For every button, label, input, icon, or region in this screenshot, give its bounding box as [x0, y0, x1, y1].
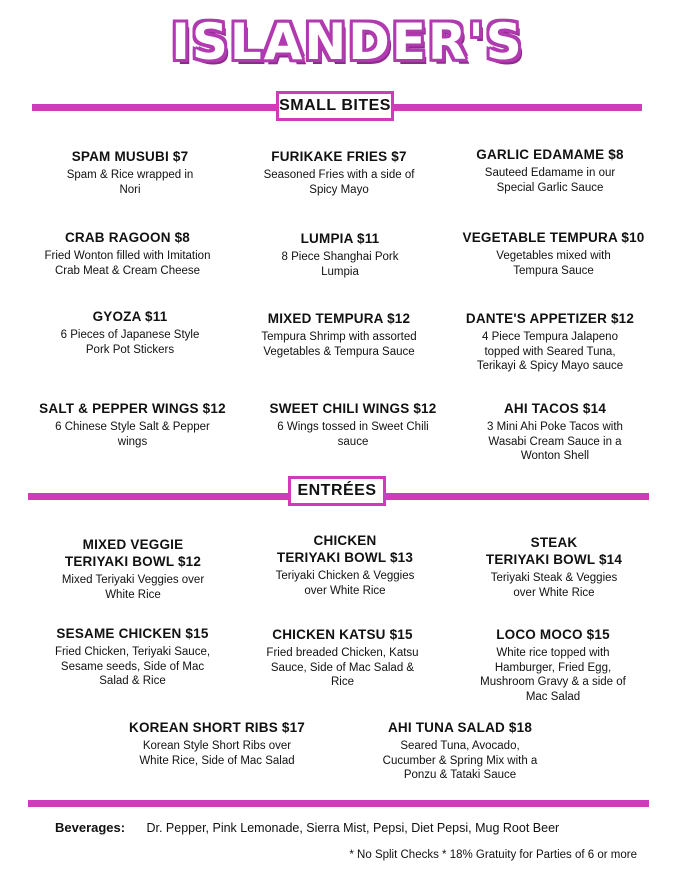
menu-item [455, 310, 645, 374]
beverages-line [55, 820, 559, 835]
item-description: Fried Wonton filled with Imitation Crab Meat & Cream Cheese [44, 250, 211, 277]
beverages-label: Beverages: [55, 820, 126, 835]
item-name: MIXED VEGGIE TERIYAKI BOWL $12 [64, 537, 202, 569]
section-divider-left [28, 493, 290, 500]
item-name: LUMPIA $11 [300, 231, 380, 246]
item-name: STEAK TERIYAKI BOWL $14 [485, 535, 623, 567]
menu-item [35, 625, 230, 689]
item-name: CRAB RAGOON $8 [64, 230, 191, 245]
item-description: 4 Piece Tempura Jalapeno topped with Seared Tuna, Terikayi & Spicy Mayo sauce [476, 331, 624, 372]
item-name: SALT & PEPPER WINGS $12 [39, 401, 226, 416]
menu-item [38, 536, 228, 602]
menu-item [30, 229, 225, 278]
item-description: Seasoned Fries with a side of Spicy Mayo [263, 169, 415, 196]
menu-item [458, 626, 648, 704]
item-name: CHICKEN TERIYAKI BOWL $13 [276, 533, 414, 565]
policy-note: * No Split Checks * 18% Gratuity for Parties of 6 or more [349, 849, 637, 861]
item-description: Vegetables mixed with Tempura Sauce [496, 250, 611, 277]
section-title-entrees: ENTRÉES [288, 476, 386, 506]
item-description: Spam & Rice wrapped in Nori [66, 169, 194, 196]
section-divider-right [392, 104, 642, 111]
restaurant-logo: ISLANDER'S [171, 13, 524, 71]
menu-item [245, 230, 435, 279]
item-name: KOREAN SHORT RIBS $17 [129, 720, 305, 735]
menu-item [245, 626, 440, 690]
menu-item [456, 229, 651, 278]
item-description: 6 Chinese Style Salt & Pepper wings [55, 421, 210, 448]
item-name: AHI TACOS $14 [503, 401, 607, 416]
item-description: Teriyaki Chicken & Veggies over White Rice [275, 570, 415, 597]
menu-item [360, 719, 560, 783]
item-name: LOCO MOCO $15 [496, 627, 610, 642]
menu-item [250, 532, 440, 598]
menu-item [455, 146, 645, 195]
menu-item [117, 719, 317, 768]
item-description: White rice topped with Hamburger, Fried Egg, Mushroom Gravy & a side of Mac Salad [480, 647, 626, 703]
item-description: Seared Tuna, Avocado, Cucumber & Spring Mix with a Ponzu & Tataki Sauce [382, 740, 538, 781]
menu-item [244, 310, 434, 359]
item-description: Teriyaki Steak & Veggies over White Rice [490, 572, 618, 599]
item-name: AHI TUNA SALAD $18 [387, 720, 533, 735]
footer-divider [28, 800, 649, 807]
menu-item [35, 400, 230, 449]
item-description: Korean Style Short Ribs over White Rice, Side of Mac Salad [139, 740, 295, 767]
item-description: 3 Mini Ahi Poke Tacos with Wasabi Cream Sauce in a Wonton Shell [487, 421, 623, 462]
item-description: 6 Wings tossed in Sweet Chili sauce [277, 421, 429, 448]
item-name: MIXED TEMPURA $12 [267, 311, 411, 326]
section-divider-left [32, 104, 278, 111]
item-description: Fried breaded Chicken, Katsu Sauce, Side of Mac Salad & Rice [266, 647, 419, 688]
item-description: 8 Piece Shanghai Pork Lumpia [281, 251, 399, 278]
item-name: SESAME CHICKEN $15 [56, 626, 209, 641]
item-description: Mixed Teriyaki Veggies over White Rice [61, 574, 205, 601]
item-name: SWEET CHILI WINGS $12 [269, 401, 437, 416]
item-description: Tempura Shrimp with assorted Vegetables & Tempura Sauce [261, 331, 417, 358]
menu-item [459, 534, 649, 600]
item-description: Fried Chicken, Teriyaki Sauce, Sesame seeds, Side of Mac Salad & Rice [54, 646, 211, 687]
item-name: CHICKEN KATSU $15 [272, 627, 413, 642]
menu-item [40, 308, 220, 357]
menu-item [40, 148, 220, 197]
item-description: Sauteed Edamame in our Special Garlic Sauce [484, 167, 616, 194]
item-name: GYOZA $11 [92, 309, 168, 324]
item-name: DANTE'S APPETIZER $12 [465, 311, 635, 326]
menu-item [244, 148, 434, 197]
section-divider-right [384, 493, 649, 500]
section-title-small-bites: SMALL BITES [276, 91, 394, 121]
item-description: 6 Pieces of Japanese Style Pork Pot Stickers [60, 329, 200, 356]
item-name: SPAM MUSUBI $7 [71, 149, 189, 164]
item-name: GARLIC EDAMAME $8 [476, 147, 624, 162]
item-name: VEGETABLE TEMPURA $10 [462, 230, 645, 245]
menu-item [258, 400, 448, 449]
item-name: FURIKAKE FRIES $7 [271, 149, 407, 164]
beverages-list: Dr. Pepper, Pink Lemonade, Sierra Mist, Pepsi, Diet Pepsi, Mug Root Beer [146, 821, 560, 835]
menu-item [460, 400, 650, 464]
